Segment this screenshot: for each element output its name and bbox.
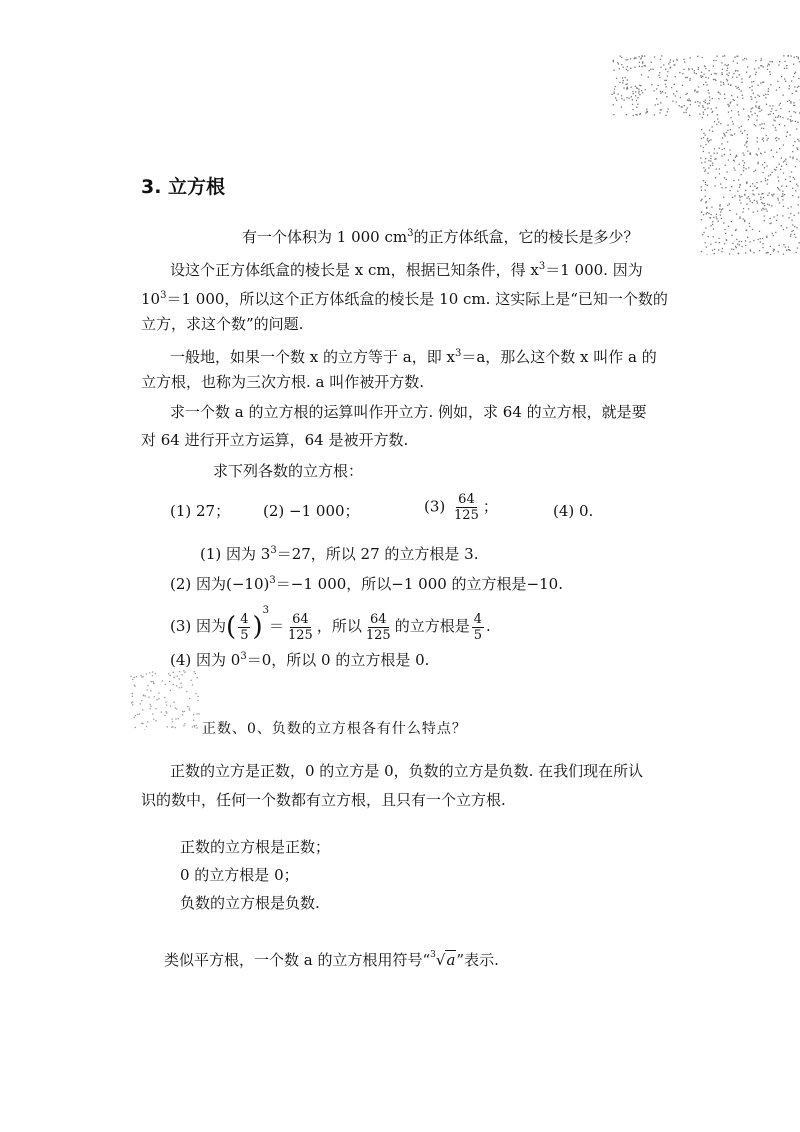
summary-line-1: 正数的立方根是正数； — [180, 838, 331, 856]
example-prompt: 求下列各数的立方根： — [213, 462, 364, 480]
notation-line: 类似平方根，一个数 a 的立方根用符号“$^3$√a”表示. — [164, 946, 499, 971]
scan-noise-left — [130, 670, 200, 730]
fraction-64-125: $\frac{64}{125}$ — [454, 492, 479, 523]
example-item-4: (4) 0. — [553, 502, 594, 520]
definition-line-2: 立方根，也称为三次方根. a 叫作被开方数. — [141, 373, 425, 391]
example-item-1: (1) 27； — [170, 502, 231, 520]
property-line-2: 识的数中，任何一个数都有立方根，且只有一个立方根. — [141, 791, 506, 809]
answer-2: (2) 因为$(-10)^3=-1$ 000，所以−1 000 的立方根是−10. — [170, 575, 563, 593]
answer-1: (1) 因为 $3^3=27$，所以 27 的立方根是 3. — [200, 545, 479, 563]
solution-line-3: 立方，求这个数”的问题. — [141, 315, 304, 333]
property-line-1: 正数的立方是正数，0 的立方是 0，负数的立方是负数. 在我们现在所认 — [170, 762, 644, 780]
definition-line-1: 一般地，如果一个数 x 的立方等于 a，即 $x^3=a$，那么这个数 x 叫作 a 的 — [170, 348, 657, 366]
intro-question: 有一个体积为 1 000 $cm^3$的正方体纸盒，它的棱长是多少？ — [242, 228, 639, 246]
section-title: 3. 立方根 — [141, 176, 226, 198]
think-question: 正数、0、负数的立方根各有什么特点？ — [202, 721, 467, 737]
scan-noise-top-right — [610, 55, 800, 255]
example-item-3: (3) $\frac{64}{125}$ ； — [424, 492, 498, 523]
example-item-2: (2) −1 000； — [263, 502, 360, 520]
solution-line-2: $10^3=1$ 000，所以这个正方体纸盒的棱长是 10 cm. 这实际上是“已知一个数的 — [141, 290, 668, 308]
answer-3: (3) 因为( $\frac{4}{5}$ )$^3$＝ $\frac{64}{125}$ ，所以 $\frac{64}{125}$ 的立方根是 $\frac{4}{5}$ . — [170, 605, 491, 643]
answer-4: (4) 因为 $0^3=0$，所以 0 的立方根是 0. — [170, 651, 430, 669]
solution-line-1: 设这个正方体纸盒的棱长是 x cm，根据已知条件，得 $x^3=1$ 000. 因为 — [170, 261, 643, 279]
summary-line-3: 负数的立方根是负数. — [180, 894, 320, 912]
operation-line-1: 求一个数 a 的立方根的运算叫作开立方. 例如，求 64 的立方根，就是要 — [170, 403, 647, 421]
operation-line-2: 对 64 进行开立方运算，64 是被开方数. — [141, 431, 409, 449]
cube-root-symbol: $^3$√a — [430, 950, 456, 969]
summary-line-2: 0 的立方根是 0； — [180, 866, 299, 884]
